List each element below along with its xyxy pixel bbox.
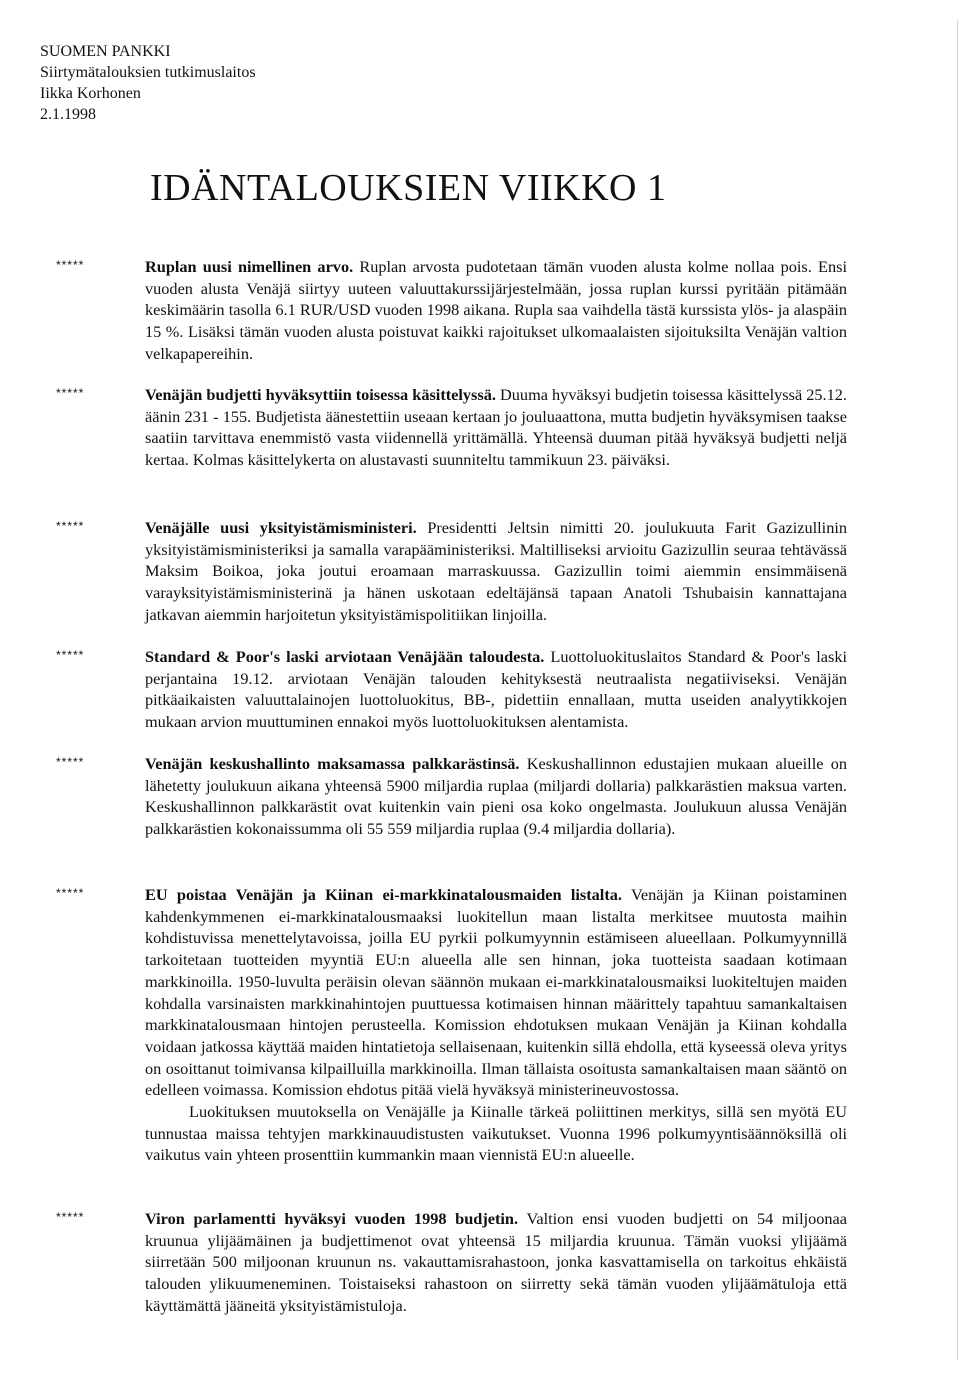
item-marker: *****	[56, 755, 85, 769]
item-marker: *****	[56, 648, 85, 662]
item-body	[145, 384, 847, 471]
item-headline: Venäjän budjetti hyväksyttiin toisessa käsittelyssä.	[145, 385, 496, 404]
item-marker: *****	[56, 258, 85, 272]
item-text: Presidentti Jeltsin nimitti 20. joulukuuta Farit Gazizullinin yksityistämisministeriksi ja samalla varapääministeriksi. Maltilliseksi arvioitu Gazizullin seuraa tehtävässä Maksim Boikoa, joka joutui eroamaan marraskuussa. Gazizullin toimi aiemmin ensimmäisenä varayksityistämisministerinä ja hänen uskotaan edeltäjänsä tapaan Anatoli Tshubaisin kannattajana jatkavan aiemmin harjoitetun yksityistämispolitiikan linjoilla.	[145, 518, 848, 624]
item-headline: Ruplan uusi nimellinen arvo.	[145, 257, 354, 276]
item-paragraph	[145, 256, 847, 365]
item-marker: *****	[56, 519, 85, 533]
scan-edge-line	[957, 20, 958, 1360]
item-text: Valtion ensi vuoden budjetti on 54 miljoonaa kruunua ylijäämäinen ja budjettimenot ovat yhteensä 15 miljardia kruunua. Tämän vuoksi ylijäämä siirretään 500 miljoonan kruunun ns. vakauttamisrahastoon, jonka kasvattamisella on tarkoitus ehkäistä talouden ylikuumeneminen. Toistaiseksi rahastoon on siirretty sekä tämän vuoden ylijäämätuloja että käyttämättä jääneitä yksityistämistuloja.	[145, 1209, 847, 1315]
item-body	[145, 1208, 847, 1317]
department-name: Siirtymätalouksien tutkimuslaitos	[40, 64, 256, 81]
item-body	[145, 256, 847, 365]
item-body	[145, 517, 847, 626]
document-header	[40, 41, 256, 125]
item-paragraph	[145, 646, 847, 733]
item-body	[145, 753, 847, 840]
item-marker: *****	[56, 386, 85, 400]
item-marker: *****	[56, 886, 85, 900]
item-text: Duuma hyväksyi budjetin toisessa käsittelyssä 25.12. äänin 231 - 155. Budjetista äänestettiin useaan kertaan jo jouluaattona, mutta budjetin hyväksymisen taakse saatiin tarvittava enemmistö vasta viidennellä yrittämällä. Yhteensä duuman pitää hyväksyä budjetti neljä kertaa. Kolmas käsittelykerta on alustavasti suunniteltu tammikuun 23. päiväksi.	[145, 385, 847, 470]
item-paragraph	[145, 517, 847, 626]
author-name: Iikka Korhonen	[40, 85, 141, 102]
item-headline: Venäjälle uusi yksityistämisministeri.	[145, 518, 417, 537]
item-text: Keskushallinnon edustajien mukaan alueille on lähetetty joulukuun aikana yhteensä 5900 miljardia ruplaa (miljardi dollaria) palkkarästien maksua varten. Keskushallinnon palkkarästit ovat kuitenkin vain pieni osa koko ongelmasta. Joulukuun alussa Venäjän palkkarästien kokonaissumma oli 55 559 miljardia ruplaa (9.4 miljardia dollaria).	[145, 754, 847, 839]
item-marker: *****	[56, 1210, 85, 1224]
document-date: 2.1.1998	[40, 106, 96, 123]
item-headline: Venäjän keskushallinto maksamassa palkkarästinsä.	[145, 754, 520, 773]
item-paragraph-continued: Luokituksen muutoksella on Venäjälle ja Kiinalle tärkeä poliittinen merkitys, sillä sen myötä EU tunnustaa maissa tehtyjen markkinauudistusten vaikutukset. Vuonna 1996 polkumyyntisäännöksillä oli vaikutus vain yhteen prosenttiin kummankin maan viennistä EU:n alueelle.	[145, 1102, 847, 1165]
item-paragraph	[145, 1208, 847, 1317]
item-headline: Standard & Poor's laski arviotaan Venäjään taloudesta.	[145, 647, 545, 666]
item-paragraph	[145, 753, 847, 840]
organization-name: SUOMEN PANKKI	[40, 43, 171, 60]
item-headline: Viron parlamentti hyväksyi vuoden 1998 budjetin.	[145, 1209, 519, 1228]
item-body	[145, 884, 847, 1166]
item-text: Ruplan arvosta pudotetaan tämän vuoden alusta kolme nollaa pois. Ensi vuoden alusta Venäjä siirtyy uuteen valuuttakurssijärjestelmään, jossa ruplan kurssi pyritään pitämään keskimäärin tasolla 6.1 RUR/USD vuoden 1998 aikana. Rupla saa vaihdella tästä kurssista ylös- ja alaspäin 15 %. Lisäksi tämän vuoden alusta poistuvat kaikki rajoitukset ulkomaalaisten sijoituksilta Venäjän valtion velkapapereihin.	[145, 257, 847, 363]
item-text: Luottoluokituslaitos Standard & Poor's laski perjantaina 19.12. arviotaan Venäjän talouden kehityksestä neutraalista negatiiviseksi. Venäjän pitkäaikaisten valuuttalainojen luottoluokitus, BB-, pidettiin ennallaan, mutta useiden analyytikkojen mukaan arvion muuttuminen ennakoi myös luottoluokituksen alentamista.	[145, 647, 847, 732]
item-headline: EU poistaa Venäjän ja Kiinan ei-markkinatalousmaiden listalta.	[145, 885, 622, 904]
document-title: IDÄNTALOUKSIEN VIIKKO 1	[150, 167, 667, 209]
item-paragraph	[145, 884, 847, 1101]
item-body	[145, 646, 847, 733]
item-paragraph	[145, 384, 847, 471]
item-text: Venäjän ja Kiinan poistaminen kahdenkymmenen ei-markkinatalousmaaksi luokitellun maan listalta merkitsee muutosta maihin kohdistuvissa menettelytavoissa, joilla EU pyrkii polkumyynnin estämiseen alueellaan. Polkumyynnillä tarkoitetaan tuotteiden myyntiä EU:n alueella alle sen hinnan, joka tuotteista saadaan kotimaan markkinoilla. 1950-luvulta peräisin olevan säännön mukaan ei-markkinatalousmaiksi luokiteltujen maiden kohdalla varsinaisten markkinahintojen puuttuessa kotimaisen hinnan määrittely tapahtuu samankaltaisen markkinatalousmaan hintojen perusteella. Komission ehdotuksen mukaan Venäjän ja Kiinan kohdalla voidaan jatkossa käyttää maiden hintatietoja sellaisenaan, kuitenkin sillä ehdolla, että kyseessä oleva yritys on osoittanut toimivansa kilpailluilla markkinoilla. Ilman tällaista osoitusta samankaltaisen maan sääntö on edelleen voimassa. Komission ehdotus pitää vielä hyväksyä ministerineuvostossa.	[145, 885, 847, 1100]
